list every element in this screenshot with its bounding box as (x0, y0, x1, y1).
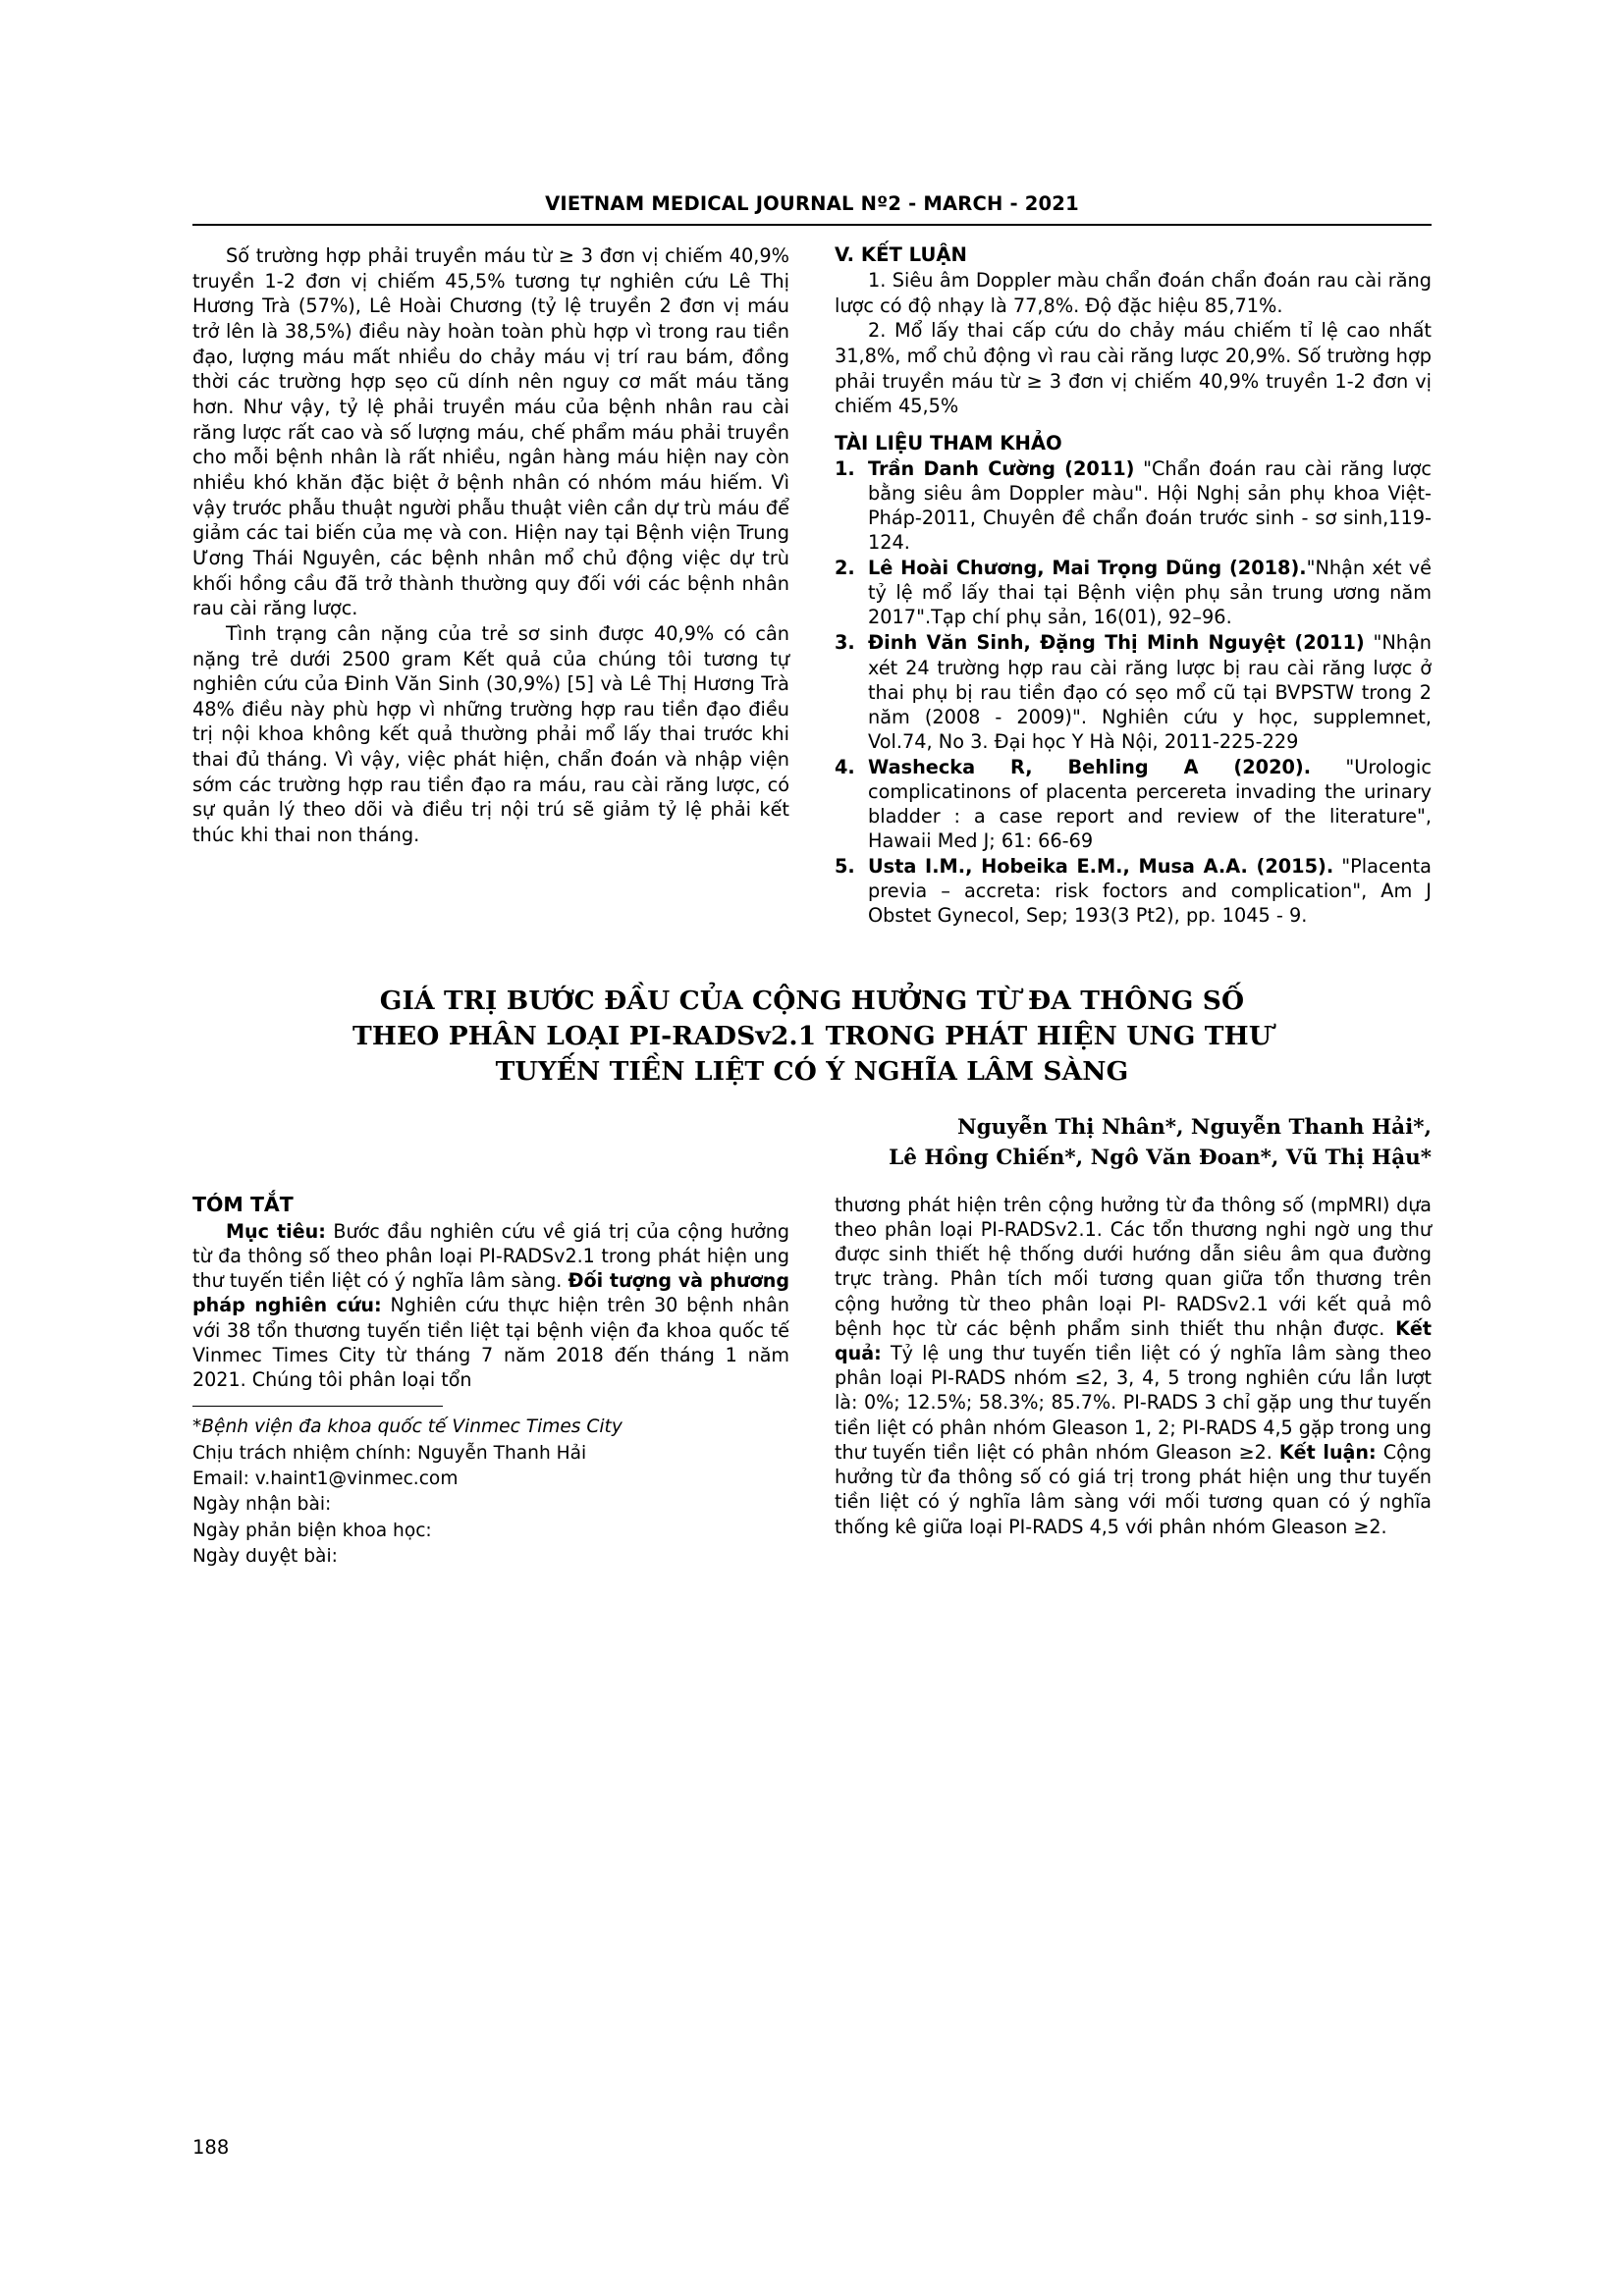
header-divider (192, 224, 1432, 226)
abstract-text-left (192, 1219, 789, 1392)
reference-number: 5. (835, 855, 855, 879)
list-item (835, 854, 1432, 928)
article-title-line: TUYẾN TIỀN LIỆT CÓ Ý NGHĨA LÂM SÀNG (495, 1056, 1129, 1088)
author-line: Nguyễn Thị Nhân*, Nguyễn Thanh Hải*, (956, 1114, 1432, 1140)
abstract-body: Bước đầu nghiên cứu về giá trị của cộng hưởng từ đa thông số theo phân loại PI-RADSv2.1 trong phát hiện ung thư tuyến tiền liệt có ý nghĩa lâm sàng. (192, 1219, 789, 1293)
footnote-accepted: Ngày duyệt bài: (192, 1546, 338, 1568)
abstract-label-methods: Đối tượng và phương pháp nghiên cứu: (192, 1269, 790, 1317)
article-title-line: GIÁ TRỊ BƯỚC ĐẦU CỦA CỘNG HƯỞNG TỪ ĐA THÔNG SỐ (379, 986, 1245, 1017)
abstract-heading: TÓM TẮT (192, 1192, 294, 1216)
abstract-body: Cộng hưởng từ đa thông số có giá trị trong phát hiện ung thư tuyến tiền liệt có ý nghĩa lâm sàng với mối tương quan có ý nghĩa thống kê giữa loại PI-RADS 4,5 với phân nhóm Gleason ≥2. (835, 1440, 1432, 1538)
reference-number: 2. (835, 557, 855, 580)
abstract-body: thương phát hiện trên cộng hưởng từ đa thông số (mpMRI) dựa theo phân loại PI-RADSv2.1. Các tổn thương nghi ngờ ung thư được sinh thiết hệ thống dưới hướng dẫn siêu âm qua đường trực tràng. Phân tích mối tương quan giữa tổn thương trên cộng hưởng từ theo phân loại PI- RADSv2.1 với kết quả mô bệnh học từ các bệnh phẩm sinh thiết thu nhận được. (835, 1193, 1432, 1340)
reference-authors: Trần Danh Cường (2011) (868, 456, 1135, 480)
reference-authors: Usta I.M., Hobeika E.M., Musa A.A. (2015). (868, 855, 1334, 879)
abstract-body: Tỷ lệ ung thư tuyến tiền liệt có ý nghĩa lâm sàng theo phân loại PI-RADS nhóm ≤2, 3, 4, 5 trong nghiên cứu lần lượt là: 0%; 12.5%; 58.3%; 85.7%. PI-RADS 3 chỉ gặp ung thư tuyến tiền liệt có phân nhóm Gleason 1, 2; PI-RADS 4,5 gặp trong ung thư tuyến tiền liệt có phân nhóm Gleason ≥2. (835, 1342, 1432, 1464)
conclusion-item: 1. Siêu âm Doppler màu chẩn đoán chẩn đoán rau cài răng lược có độ nhạy là 77,8%. Độ đặc hiệu 85,71%. (835, 269, 1432, 317)
article-title-line: THEO PHÂN LOẠI PI-RADSv2.1 TRONG PHÁT HIỆN UNG THƯ (352, 1021, 1272, 1052)
footnote-affiliation: *Bệnh viện đa khoa quốc tế Vinmec Times City (192, 1416, 623, 1438)
abstract-label-results: Kết quả: (835, 1316, 1432, 1365)
list-item (835, 456, 1432, 555)
abstract-label-objective: Mục tiêu: (226, 1219, 326, 1243)
reference-number: 1. (835, 456, 855, 480)
reference-list (835, 456, 1432, 928)
list-item (835, 630, 1432, 753)
reference-authors: Đinh Văn Sinh, Đặng Thị Minh Nguyệt (2011) (868, 631, 1365, 655)
reference-number: 4. (835, 755, 855, 778)
abstract-text-right (835, 1193, 1432, 1539)
author-line: Lê Hồng Chiến*, Ngô Văn Đoan*, Vũ Thị Hậu* (889, 1145, 1432, 1170)
article-authors (192, 1112, 1432, 1173)
page-number: 188 (192, 2136, 230, 2159)
abstract-label-conclusion: Kết luận: (1278, 1440, 1377, 1464)
reference-body: "Nhận xét 24 trường hợp rau cài răng lược bị rau cài răng lược ở thai phụ bị rau tiền đạo có sẹo mổ cũ tại BVPSTW trong 2 năm (2008 - 2009)". Nghiên cứu y học, supplemnet, Vol.74, No 3. Đại học Y Hà Nội, 2011-225-229 (868, 631, 1432, 753)
footnote-divider (192, 1406, 443, 1407)
left-column (192, 243, 789, 929)
footnote-reviewed: Ngày phản biện khoa học: (192, 1520, 432, 1541)
list-item (835, 556, 1432, 629)
two-column-layout-abstract (192, 1193, 1432, 1571)
article-title (192, 984, 1432, 1090)
reference-authors: Washecka R, Behling A (2020). (868, 755, 1312, 778)
section-heading-references: TÀI LIỆU THAM KHẢO (835, 431, 1062, 454)
footnote-block (192, 1415, 789, 1570)
footnote-received: Ngày nhận bài: (192, 1494, 332, 1516)
reference-number: 3. (835, 631, 855, 655)
reference-body: "Nhận xét về tỷ lệ mổ lấy thai tại Bệnh viện phụ sản trung ương năm 2017".Tạp chí phụ sản, 16(01), 92–96. (868, 557, 1432, 629)
page-body (192, 192, 1432, 1571)
reference-body: "Placenta previa – accreta: risk foctors and complication", Am J Obstet Gynecol, Sep; 193(3 Pt2), pp. 1045 - 9. (868, 855, 1432, 928)
section-heading-conclusion: V. KẾT LUẬN (835, 243, 967, 266)
reference-body: "Chẩn đoán rau cài răng lược bằng siêu âm Doppler màu". Hội Nghị sản phụ khoa Việt-Pháp-2011, Chuyên đề chẩn đoán trước sinh - sơ sinh,119-124. (868, 456, 1432, 555)
reference-authors: Lê Hoài Chương, Mai Trọng Dũng (2018). (868, 557, 1307, 580)
right-column (835, 243, 1432, 929)
paragraph: Tình trạng cân nặng của trẻ sơ sinh được 40,9% có cân nặng trẻ dưới 2500 gram Kết quả của chúng tôi tương tự nghiên cứu của Đinh Văn Sinh (30,9%) [5] và Lê Thị Hương Trà 48% điều này phù hợp vì những trường hợp rau tiền đạo điều trị nội khoa không kết quả thường phải mổ lấy thai trước khi thai đủ tháng. Vì vậy, việc phát hiện, chẩn đoán và nhập viện sớm các trường hợp rau tiền đạo ra máu, rau cài răng lược, có sự quản lý theo dõi và điều trị nội trú sẽ giảm tỷ lệ phải kết thúc khi thai non tháng. (192, 621, 789, 847)
conclusion-item: 2. Mổ lấy thai cấp cứu do chảy máu chiếm tỉ lệ cao nhất 31,8%, mổ chủ động vì rau cài răng lược 20,9%. Số trường hợp phải truyền máu từ ≥ 3 đơn vị chiếm 40,9% truyền 1-2 đơn vị chiếm 45,5% (835, 319, 1432, 418)
two-column-layout-top (192, 243, 1432, 929)
abstract-left-column (192, 1193, 789, 1571)
footnote-responsible: Chịu trách nhiệm chính: Nguyễn Thanh Hải (192, 1442, 587, 1464)
paragraph: Số trường hợp phải truyền máu từ ≥ 3 đơn vị chiếm 40,9% truyền 1-2 đơn vị chiếm 45,5% tương tự nghiên cứu Lê Thị Hương Trà (57%), Lê Hoài Chương (tỷ lệ truyền 2 đơn vị máu trở lên là 38,5%) điều này hoàn toàn phù hợp vì trong rau tiền đạo, lượng máu mất nhiều do chảy máu vị trí rau bám, đồng thời các trường hợp sẹo cũ dính nên nguy cơ mất máu tăng hơn. Như vậy, tỷ lệ phải truyền máu của bệnh nhân rau cài răng lược rất cao và số lượng máu, chế phẩm máu phải truyền cho mỗi bệnh nhân là rất nhiều, ngân hàng máu hiện nay còn nhiều khó khăn đặc biệt ở bệnh nhân có nhóm máu hiếm. Vì vậy trước phẫu thuật người phẫu thuật viên cần dự trù máu để giảm các tai biến của mẹ và con. Hiện nay tại Bệnh viện Trung Ương Thái Nguyên, các bệnh nhân mổ chủ động việc dự trù khối hồng cầu đã trở thành thường quy đối với các bệnh nhân rau cài răng lược. (192, 244, 789, 620)
footnote-email: Email: v.haint1@vinmec.com (192, 1468, 459, 1490)
abstract-body: Nghiên cứu thực hiện trên 30 bệnh nhân với 38 tổn thương tuyến tiền liệt tại bệnh viện đa khoa quốc tế Vinmec Times City từ tháng 7 năm 2018 đến tháng 1 năm 2021. Chúng tôi phân loại tổn (192, 1294, 789, 1392)
abstract-right-column (835, 1193, 1432, 1571)
list-item (835, 755, 1432, 853)
reference-body: "Urologic complicatinons of placenta percereta invading the urinary bladder : a case report and review of the literature", Hawaii Med J; 61: 66-69 (868, 755, 1432, 853)
running-head: VIETNAM MEDICAL JOURNAL Nº2 - MARCH - 2021 (545, 192, 1079, 215)
